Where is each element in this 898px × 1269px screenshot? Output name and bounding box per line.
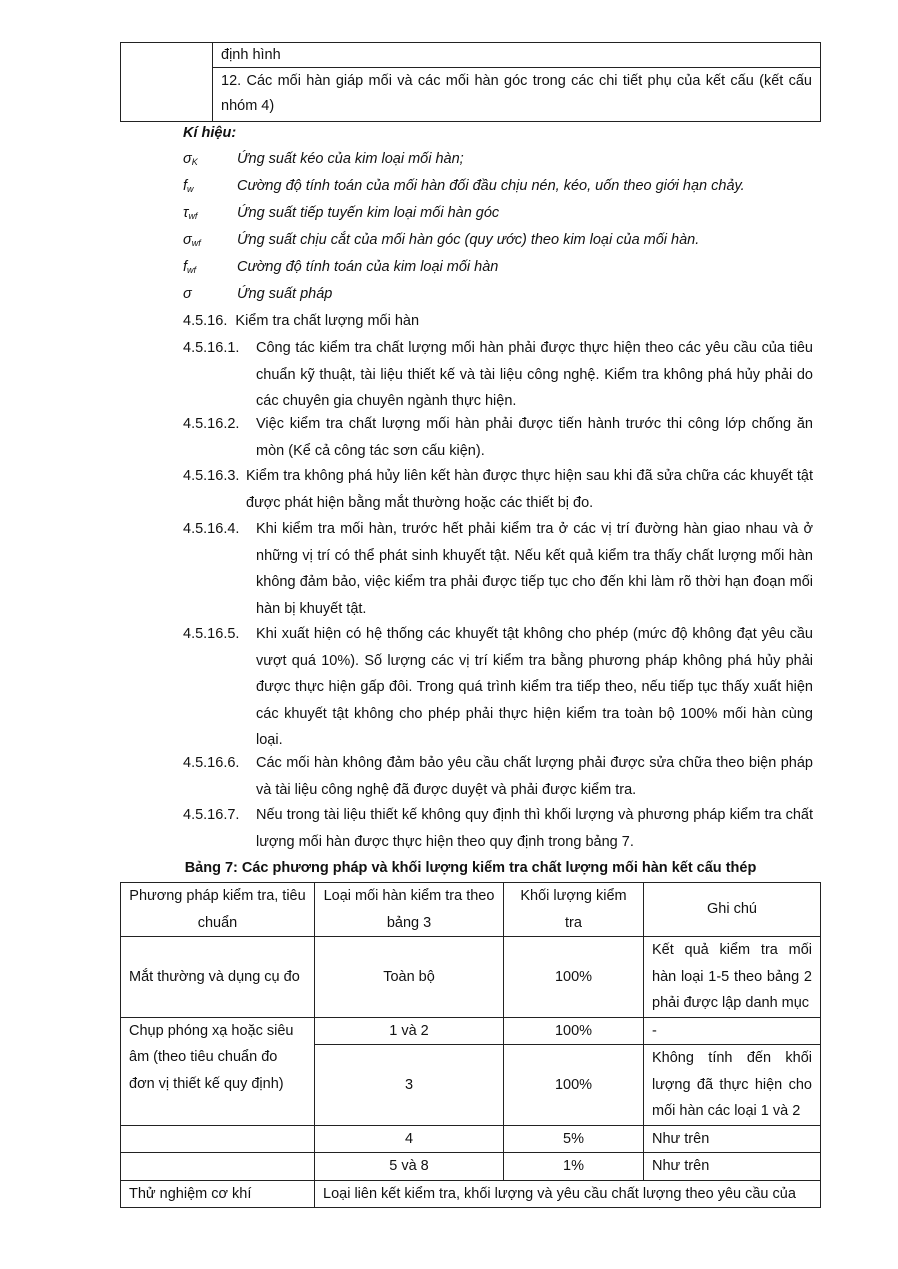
clause-text: Các mối hàn không đảm bảo yêu cầu chất lượng phải được sửa chữa theo biện pháp và tài liệu công nghệ đã được duyệt và phải được kiểm tra.: [256, 755, 813, 798]
section-heading: 4.5.16. Kiểm tra chất lượng mối hàn: [183, 313, 420, 329]
table-row: [121, 937, 821, 1018]
table-cell: 4: [315, 1125, 504, 1153]
top-table-cell-2: [213, 68, 821, 122]
top-table-text-1: định hình: [221, 47, 281, 63]
clause-text: Khi kiểm tra mối hàn, trước hết phải kiểm tra ở các vị trí đường hàn giao nhau và ở những vị trí có thể phát sinh khuyết tật. Nếu kết quả kiểm tra thấy chất lượng mối hàn không đảm bảo, việc kiểm tra phải được tiếp tục cho đến khi làm rõ thời hạn đoạn mối hàn bị khuyết tật.: [256, 521, 813, 617]
clause-number: 4.5.16.4.: [183, 521, 240, 537]
clause-text: Việc kiểm tra chất lượng mối hàn phải được tiến hành trước thi công lớp chống ăn mòn (Kể cả công tác sơn cấu kiện).: [256, 416, 813, 459]
top-table-text-2: 12. Các mối hàn giáp mối và các mối hàn góc trong các chi tiết phụ của kết cấu (kết cấu nhóm 4): [221, 73, 812, 114]
top-table: [120, 42, 821, 122]
table-row: [121, 1125, 821, 1153]
legend-symbol: $f_{wf}$: [183, 259, 197, 275]
legend-desc: Ứng suất pháp: [237, 286, 333, 302]
clause-text: Công tác kiểm tra chất lượng mối hàn phải được thực hiện theo các yêu cầu của tiêu chuẩn kỹ thuật, tài liệu thiết kế và tài liệu công nghệ. Kiểm tra không phá hủy phải do các chuyên gia chuyên ngành thực hiện.: [256, 340, 813, 409]
clause-number: 4.5.16.5.: [183, 626, 240, 642]
clause-text: Khi xuất hiện có hệ thống các khuyết tật không cho phép (mức độ không đạt yêu cầu vượt quá 10%). Số lượng các vị trí kiểm tra bằng phương pháp không phá hủy phải được thực hiện gấp đôi. Trong quá trình kiểm tra tiếp theo, nếu tiếp tục thấy xuất hiện các khuyết tật không cho phép phải thực hiện kiểm tra toàn bộ 100% mối hàn cùng loại.: [256, 626, 813, 748]
legend-desc: Ứng suất tiếp tuyến kim loại mối hàn góc: [237, 205, 500, 221]
legend-heading: Kí hiệu:: [183, 125, 237, 141]
legend-desc: Ứng suất chịu cắt của mối hàn góc (quy ước) theo kim loại của mối hàn.: [237, 232, 700, 248]
table-cell: -: [644, 1017, 821, 1045]
legend-desc: Cường độ tính toán của kim loại mối hàn: [237, 259, 499, 275]
table-cell: 5%: [504, 1125, 644, 1153]
table-row: [121, 1017, 821, 1045]
table-cell: 5 và 8: [315, 1153, 504, 1181]
clause-number: 4.5.16.3.: [183, 468, 240, 484]
table-cell: 1 và 2: [315, 1017, 504, 1045]
table-header-cell: Ghi chú: [644, 883, 821, 937]
table-cell: Chụp phóng xạ hoặc siêu âm (theo tiêu chuẩn đo đơn vị thiết kế quy định): [121, 1017, 315, 1125]
clause-number: 4.5.16.2.: [183, 416, 240, 432]
legend-symbol: $\sigma_K$: [183, 151, 198, 167]
table-header-cell: Khối lượng kiểm tra: [504, 883, 644, 937]
table-cell: [121, 1125, 315, 1153]
table-header-cell: Phương pháp kiểm tra, tiêu chuẩn: [121, 883, 315, 937]
legend-symbol: $\sigma_{wf}$: [183, 232, 201, 248]
table-header-cell: Loại mối hàn kiểm tra theo bảng 3: [315, 883, 504, 937]
clause-4-5-16-6: [183, 750, 813, 804]
top-table-cell-1: [213, 43, 821, 68]
clause-4-5-16-7: [183, 802, 813, 856]
clause-4-5-16-1: [183, 335, 813, 415]
table-7: [120, 882, 821, 1208]
table-cell: Thử nghiệm cơ khí: [121, 1180, 315, 1208]
table-cell: 100%: [504, 1045, 644, 1126]
table-cell: Loại liên kết kiểm tra, khối lượng và yêu cầu chất lượng theo yêu cầu của: [315, 1180, 821, 1208]
clause-text: Nếu trong tài liệu thiết kế không quy định thì khối lượng và phương pháp kiểm tra chất lượng mối hàn được thực hiện theo quy định trong bảng 7.: [256, 807, 813, 850]
clause-number: 4.5.16.1.: [183, 340, 240, 356]
table-cell: Mắt thường và dụng cụ đo: [121, 937, 315, 1018]
table-cell: 100%: [504, 1017, 644, 1045]
top-table-empty-cell: [121, 43, 213, 122]
clause-text: Kiểm tra không phá hủy liên kết hàn được thực hiện sau khi đã sửa chữa các khuyết tật được phát hiện bằng mắt thường hoặc các thiết bị đo.: [246, 468, 813, 511]
clause-4-5-16-3: [183, 463, 813, 517]
table-cell: Kết quả kiểm tra mối hàn loại 1-5 theo bảng 2 phải được lập danh mục: [644, 937, 821, 1018]
clause-4-5-16-2: [183, 411, 813, 465]
table-cell: 100%: [504, 937, 644, 1018]
table-cell: 3: [315, 1045, 504, 1126]
clause-number: 4.5.16.6.: [183, 755, 240, 771]
legend-symbol: $\tau_{wf}$: [183, 205, 198, 221]
table-cell: 1%: [504, 1153, 644, 1181]
table-cell: [121, 1153, 315, 1181]
legend-symbol: $f_w$: [183, 178, 194, 194]
table-cell: Không tính đến khối lượng đã thực hiện cho mối hàn các loại 1 và 2: [644, 1045, 821, 1126]
table-row: [121, 1153, 821, 1181]
legend-desc: Cường độ tính toán của mối hàn đối đầu chịu nén, kéo, uốn theo giới hạn chảy.: [237, 178, 745, 194]
clause-4-5-16-5: [183, 621, 813, 753]
table-caption: Bảng 7: Các phương pháp và khối lượng kiểm tra chất lượng mối hàn kết cấu thép: [184, 860, 757, 876]
clause-4-5-16-4: [183, 516, 813, 622]
table-row: [121, 1180, 821, 1208]
table-cell: Như trên: [644, 1153, 821, 1181]
legend-symbol: σ: [183, 286, 192, 302]
table-cell: Toàn bộ: [315, 937, 504, 1018]
table-header-row: [121, 883, 821, 937]
legend-desc: Ứng suất kéo của kim loại mối hàn;: [237, 151, 464, 167]
table-cell: Như trên: [644, 1125, 821, 1153]
clause-number: 4.5.16.7.: [183, 807, 240, 823]
